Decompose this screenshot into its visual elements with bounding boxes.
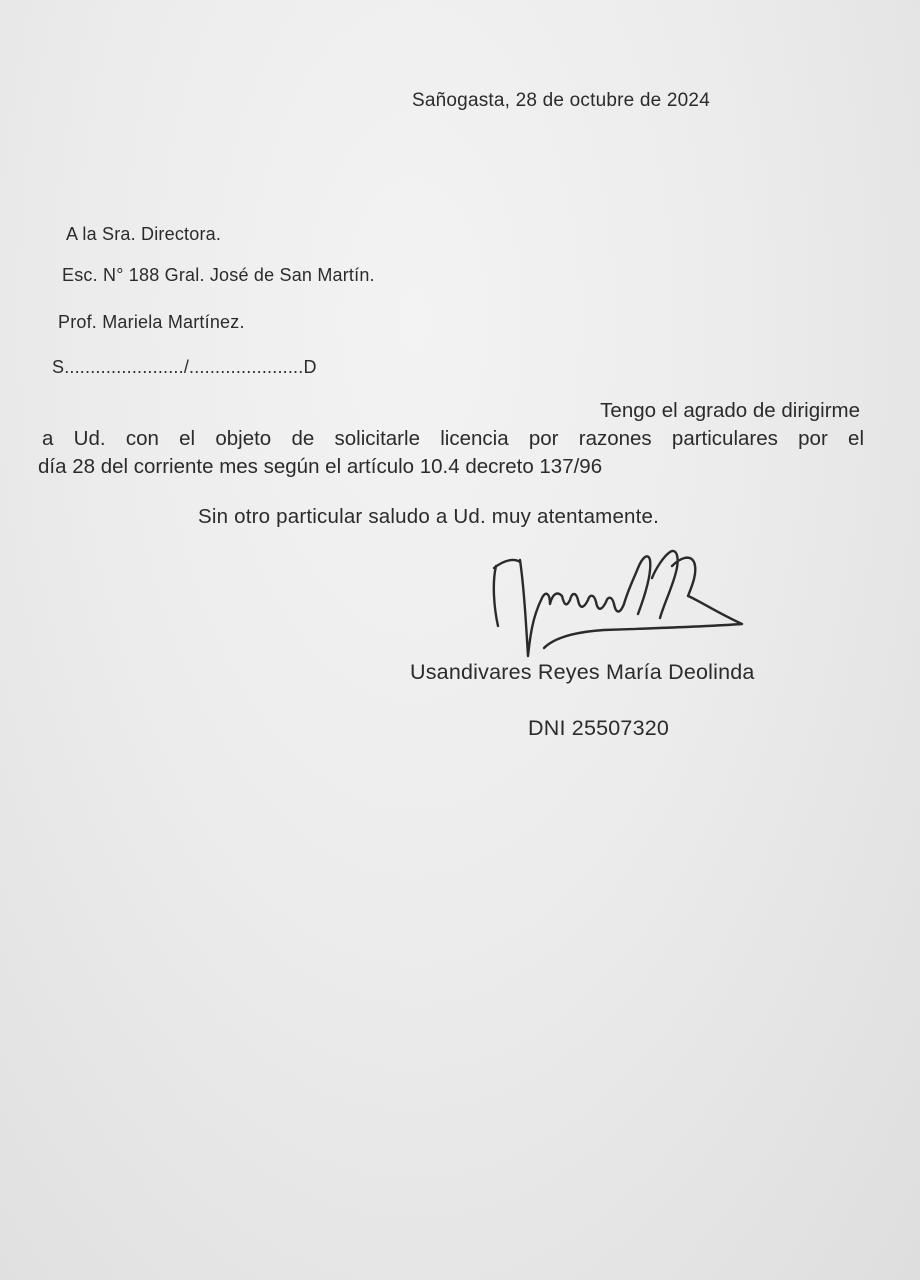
place-date: Sañogasta, 28 de octubre de 2024 <box>412 90 710 111</box>
recipient-title: A la Sra. Directora. <box>66 224 222 244</box>
body-line-3: día 28 del corriente mes según el artículo 10.4 decreto 137/96 <box>38 455 603 478</box>
body-line-1: Tengo el agrado de dirigirme <box>600 399 860 422</box>
closing-text: Sin otro particular saludo a Ud. muy atentamente. <box>198 505 660 528</box>
letter-body <box>38 397 864 481</box>
handwritten-signature <box>484 538 754 663</box>
signer-name: Usandivares Reyes María Deolinda <box>410 660 755 684</box>
recipient-school: Esc. N° 188 Gral. José de San Martín. <box>62 265 375 285</box>
recipient-name: Prof. Mariela Martínez. <box>58 312 245 332</box>
signer-dni: DNI 25507320 <box>528 716 670 740</box>
salutation-sd-line: S......................./......................D <box>52 357 317 377</box>
body-line-2: a Ud. con el objeto de solicitarle licencia por razones particulares por el <box>42 427 864 450</box>
